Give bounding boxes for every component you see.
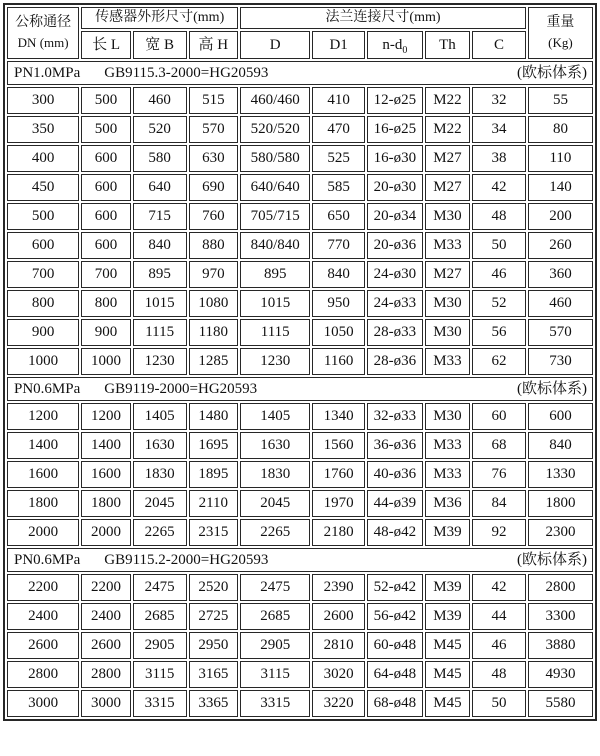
cell-d1: 1760 xyxy=(312,461,365,488)
cell-width-b: 2685 xyxy=(133,603,187,630)
cell-d1: 585 xyxy=(312,174,365,201)
cell-d: 840/840 xyxy=(240,232,310,259)
cell-dn: 300 xyxy=(7,87,79,114)
cell-th: M33 xyxy=(425,348,470,375)
cell-weight: 570 xyxy=(528,319,593,346)
cell-height-h: 1695 xyxy=(189,432,239,459)
cell-width-b: 1230 xyxy=(133,348,187,375)
table-row xyxy=(7,403,593,430)
section-header xyxy=(7,377,593,401)
table-row xyxy=(7,490,593,517)
cell-c: 48 xyxy=(472,203,526,230)
cell-d1: 2810 xyxy=(312,632,365,659)
cell-d: 2265 xyxy=(240,519,310,546)
cell-width-b: 3315 xyxy=(133,690,187,717)
cell-d: 2475 xyxy=(240,574,310,601)
header-row-columns xyxy=(7,31,593,59)
cell-weight: 600 xyxy=(528,403,593,430)
cell-th: M33 xyxy=(425,232,470,259)
cell-dn: 1200 xyxy=(7,403,79,430)
cell-th: M39 xyxy=(425,574,470,601)
cell-length-l: 600 xyxy=(81,203,131,230)
cell-width-b: 520 xyxy=(133,116,187,143)
cell-weight: 2300 xyxy=(528,519,593,546)
cell-n-d0: 36-ø36 xyxy=(367,432,423,459)
section-note: (欧标体系) xyxy=(517,380,587,397)
cell-n-d0: 24-ø30 xyxy=(367,261,423,288)
cell-n-d0: 44-ø39 xyxy=(367,490,423,517)
cell-n-d0: 20-ø36 xyxy=(367,232,423,259)
cell-length-l: 2200 xyxy=(81,574,131,601)
cell-d1: 1560 xyxy=(312,432,365,459)
cell-c: 46 xyxy=(472,261,526,288)
header-col-c: C xyxy=(472,31,526,59)
cell-c: 76 xyxy=(472,461,526,488)
cell-width-b: 2475 xyxy=(133,574,187,601)
section-note: (欧标体系) xyxy=(517,64,587,81)
cell-d1: 410 xyxy=(312,87,365,114)
table-row xyxy=(7,432,593,459)
cell-th: M30 xyxy=(425,403,470,430)
cell-width-b: 840 xyxy=(133,232,187,259)
cell-th: M45 xyxy=(425,690,470,717)
table-row xyxy=(7,519,593,546)
cell-dn: 1400 xyxy=(7,432,79,459)
section-row xyxy=(7,377,593,401)
header-n-d0-subscript: 0 xyxy=(402,44,408,56)
table-row xyxy=(7,174,593,201)
cell-d: 640/640 xyxy=(240,174,310,201)
cell-width-b: 1630 xyxy=(133,432,187,459)
cell-d1: 470 xyxy=(312,116,365,143)
spec-table xyxy=(3,3,597,721)
cell-d1: 1340 xyxy=(312,403,365,430)
cell-th: M33 xyxy=(425,432,470,459)
cell-dn: 400 xyxy=(7,145,79,172)
section-standard: GB9115.2-2000=HG20593 xyxy=(104,551,269,568)
cell-dn: 3000 xyxy=(7,690,79,717)
cell-th: M39 xyxy=(425,519,470,546)
cell-length-l: 500 xyxy=(81,116,131,143)
cell-d1: 770 xyxy=(312,232,365,259)
header-dn-line2: DN (mm) xyxy=(17,35,69,51)
cell-n-d0: 40-ø36 xyxy=(367,461,423,488)
cell-width-b: 1405 xyxy=(133,403,187,430)
cell-c: 50 xyxy=(472,690,526,717)
cell-c: 52 xyxy=(472,290,526,317)
table-row xyxy=(7,203,593,230)
table-row xyxy=(7,319,593,346)
table-row xyxy=(7,632,593,659)
cell-weight: 1330 xyxy=(528,461,593,488)
cell-width-b: 580 xyxy=(133,145,187,172)
cell-weight: 55 xyxy=(528,87,593,114)
header-col-height: 高 H xyxy=(189,31,239,59)
cell-width-b: 2045 xyxy=(133,490,187,517)
header-sensor-group: 传感器外形尺寸(mm) xyxy=(81,7,238,29)
cell-weight: 110 xyxy=(528,145,593,172)
cell-n-d0: 32-ø33 xyxy=(367,403,423,430)
cell-width-b: 2265 xyxy=(133,519,187,546)
cell-d: 460/460 xyxy=(240,87,310,114)
cell-length-l: 2000 xyxy=(81,519,131,546)
cell-th: M45 xyxy=(425,632,470,659)
cell-width-b: 895 xyxy=(133,261,187,288)
table-row xyxy=(7,290,593,317)
cell-d1: 2390 xyxy=(312,574,365,601)
cell-width-b: 2905 xyxy=(133,632,187,659)
cell-n-d0: 68-ø48 xyxy=(367,690,423,717)
header-col-d: D xyxy=(240,31,310,59)
cell-height-h: 880 xyxy=(189,232,239,259)
table-row xyxy=(7,87,593,114)
cell-n-d0: 28-ø36 xyxy=(367,348,423,375)
cell-d: 1230 xyxy=(240,348,310,375)
cell-c: 56 xyxy=(472,319,526,346)
header-col-length: 长 L xyxy=(81,31,131,59)
cell-width-b: 460 xyxy=(133,87,187,114)
cell-d: 1630 xyxy=(240,432,310,459)
cell-width-b: 640 xyxy=(133,174,187,201)
cell-n-d0: 28-ø33 xyxy=(367,319,423,346)
cell-height-h: 1180 xyxy=(189,319,239,346)
cell-length-l: 500 xyxy=(81,87,131,114)
table-row xyxy=(7,116,593,143)
cell-th: M30 xyxy=(425,203,470,230)
header-weight-line1: 重量 xyxy=(546,15,575,31)
cell-dn: 600 xyxy=(7,232,79,259)
cell-width-b: 1115 xyxy=(133,319,187,346)
cell-th: M22 xyxy=(425,116,470,143)
cell-dn: 500 xyxy=(7,203,79,230)
table-row xyxy=(7,348,593,375)
cell-height-h: 630 xyxy=(189,145,239,172)
cell-length-l: 1600 xyxy=(81,461,131,488)
table-row xyxy=(7,603,593,630)
cell-c: 60 xyxy=(472,403,526,430)
cell-d1: 2600 xyxy=(312,603,365,630)
cell-d: 3315 xyxy=(240,690,310,717)
cell-c: 68 xyxy=(472,432,526,459)
cell-n-d0: 56-ø42 xyxy=(367,603,423,630)
cell-d: 895 xyxy=(240,261,310,288)
cell-d1: 1050 xyxy=(312,319,365,346)
section-standard: GB9119-2000=HG20593 xyxy=(104,380,258,397)
cell-c: 84 xyxy=(472,490,526,517)
cell-length-l: 600 xyxy=(81,145,131,172)
cell-length-l: 600 xyxy=(81,174,131,201)
cell-weight: 4930 xyxy=(528,661,593,688)
cell-dn: 350 xyxy=(7,116,79,143)
cell-n-d0: 16-ø30 xyxy=(367,145,423,172)
cell-d1: 840 xyxy=(312,261,365,288)
section-pressure: PN0.6MPa xyxy=(14,380,81,397)
cell-weight: 1800 xyxy=(528,490,593,517)
cell-dn: 1800 xyxy=(7,490,79,517)
cell-weight: 730 xyxy=(528,348,593,375)
section-header xyxy=(7,548,593,572)
cell-dn: 2200 xyxy=(7,574,79,601)
cell-d1: 950 xyxy=(312,290,365,317)
cell-weight: 840 xyxy=(528,432,593,459)
cell-th: M30 xyxy=(425,319,470,346)
cell-weight: 3880 xyxy=(528,632,593,659)
cell-height-h: 515 xyxy=(189,87,239,114)
section-pressure: PN0.6MPa xyxy=(14,551,81,568)
header-flange-group: 法兰连接尺寸(mm) xyxy=(240,7,526,29)
section-header xyxy=(7,61,593,85)
cell-n-d0: 24-ø33 xyxy=(367,290,423,317)
cell-d1: 1970 xyxy=(312,490,365,517)
cell-length-l: 2600 xyxy=(81,632,131,659)
cell-c: 62 xyxy=(472,348,526,375)
cell-length-l: 800 xyxy=(81,290,131,317)
cell-d: 2905 xyxy=(240,632,310,659)
cell-d: 3115 xyxy=(240,661,310,688)
cell-th: M33 xyxy=(425,461,470,488)
cell-length-l: 600 xyxy=(81,232,131,259)
cell-c: 32 xyxy=(472,87,526,114)
cell-length-l: 1800 xyxy=(81,490,131,517)
cell-d: 1830 xyxy=(240,461,310,488)
header-dn xyxy=(7,7,79,59)
cell-d: 705/715 xyxy=(240,203,310,230)
cell-d1: 525 xyxy=(312,145,365,172)
cell-c: 46 xyxy=(472,632,526,659)
header-col-d1: D1 xyxy=(312,31,365,59)
cell-n-d0: 20-ø30 xyxy=(367,174,423,201)
cell-height-h: 3365 xyxy=(189,690,239,717)
cell-width-b: 1830 xyxy=(133,461,187,488)
cell-height-h: 2725 xyxy=(189,603,239,630)
cell-c: 50 xyxy=(472,232,526,259)
cell-d1: 1160 xyxy=(312,348,365,375)
cell-n-d0: 20-ø34 xyxy=(367,203,423,230)
cell-c: 34 xyxy=(472,116,526,143)
cell-height-h: 1285 xyxy=(189,348,239,375)
cell-th: M30 xyxy=(425,290,470,317)
cell-d1: 3220 xyxy=(312,690,365,717)
cell-height-h: 1480 xyxy=(189,403,239,430)
cell-c: 92 xyxy=(472,519,526,546)
cell-n-d0: 12-ø25 xyxy=(367,87,423,114)
cell-height-h: 570 xyxy=(189,116,239,143)
cell-th: M22 xyxy=(425,87,470,114)
cell-dn: 2000 xyxy=(7,519,79,546)
header-n-d0-base: n-d xyxy=(382,36,403,53)
cell-d: 580/580 xyxy=(240,145,310,172)
cell-d: 1115 xyxy=(240,319,310,346)
cell-length-l: 1400 xyxy=(81,432,131,459)
section-standard: GB9115.3-2000=HG20593 xyxy=(104,64,269,81)
table-row xyxy=(7,145,593,172)
cell-c: 48 xyxy=(472,661,526,688)
cell-d: 520/520 xyxy=(240,116,310,143)
cell-weight: 2800 xyxy=(528,574,593,601)
cell-th: M39 xyxy=(425,603,470,630)
cell-length-l: 2800 xyxy=(81,661,131,688)
cell-dn: 450 xyxy=(7,174,79,201)
section-pressure: PN1.0MPa xyxy=(14,64,81,81)
header-row-groups xyxy=(7,7,593,29)
cell-dn: 900 xyxy=(7,319,79,346)
cell-n-d0: 52-ø42 xyxy=(367,574,423,601)
header-weight-line2: (Kg) xyxy=(548,35,573,51)
cell-c: 42 xyxy=(472,174,526,201)
cell-width-b: 3115 xyxy=(133,661,187,688)
cell-dn: 700 xyxy=(7,261,79,288)
cell-height-h: 2110 xyxy=(189,490,239,517)
cell-length-l: 700 xyxy=(81,261,131,288)
spec-sheet xyxy=(1,0,599,724)
cell-d: 2045 xyxy=(240,490,310,517)
table-row xyxy=(7,661,593,688)
section-note: (欧标体系) xyxy=(517,551,587,568)
cell-n-d0: 16-ø25 xyxy=(367,116,423,143)
table-row xyxy=(7,461,593,488)
cell-th: M27 xyxy=(425,261,470,288)
table-row xyxy=(7,232,593,259)
cell-length-l: 2400 xyxy=(81,603,131,630)
cell-height-h: 1895 xyxy=(189,461,239,488)
cell-n-d0: 48-ø42 xyxy=(367,519,423,546)
cell-length-l: 1200 xyxy=(81,403,131,430)
section-row xyxy=(7,61,593,85)
table-row xyxy=(7,690,593,717)
cell-dn: 2600 xyxy=(7,632,79,659)
cell-weight: 80 xyxy=(528,116,593,143)
table-row xyxy=(7,261,593,288)
cell-weight: 5580 xyxy=(528,690,593,717)
cell-d1: 650 xyxy=(312,203,365,230)
cell-dn: 2400 xyxy=(7,603,79,630)
cell-height-h: 1080 xyxy=(189,290,239,317)
cell-height-h: 760 xyxy=(189,203,239,230)
cell-dn: 1000 xyxy=(7,348,79,375)
header-col-n-d0 xyxy=(367,31,423,59)
cell-width-b: 715 xyxy=(133,203,187,230)
cell-length-l: 3000 xyxy=(81,690,131,717)
cell-dn: 2800 xyxy=(7,661,79,688)
cell-d: 2685 xyxy=(240,603,310,630)
cell-d: 1015 xyxy=(240,290,310,317)
cell-weight: 260 xyxy=(528,232,593,259)
cell-weight: 460 xyxy=(528,290,593,317)
table-row xyxy=(7,574,593,601)
cell-length-l: 1000 xyxy=(81,348,131,375)
cell-d1: 2180 xyxy=(312,519,365,546)
header-col-width: 宽 B xyxy=(133,31,187,59)
cell-th: M45 xyxy=(425,661,470,688)
header-dn-line1: 公称通径 xyxy=(15,15,72,31)
header-weight xyxy=(528,7,593,59)
spec-table-body xyxy=(7,61,593,717)
cell-height-h: 970 xyxy=(189,261,239,288)
cell-weight: 360 xyxy=(528,261,593,288)
cell-d: 1405 xyxy=(240,403,310,430)
cell-th: M27 xyxy=(425,145,470,172)
cell-c: 44 xyxy=(472,603,526,630)
header-col-th: Th xyxy=(425,31,470,59)
cell-weight: 3300 xyxy=(528,603,593,630)
cell-height-h: 2950 xyxy=(189,632,239,659)
cell-weight: 140 xyxy=(528,174,593,201)
cell-th: M36 xyxy=(425,490,470,517)
cell-height-h: 2520 xyxy=(189,574,239,601)
section-row xyxy=(7,548,593,572)
cell-dn: 800 xyxy=(7,290,79,317)
cell-th: M27 xyxy=(425,174,470,201)
cell-height-h: 2315 xyxy=(189,519,239,546)
cell-weight: 200 xyxy=(528,203,593,230)
cell-dn: 1600 xyxy=(7,461,79,488)
cell-c: 42 xyxy=(472,574,526,601)
cell-d1: 3020 xyxy=(312,661,365,688)
cell-c: 38 xyxy=(472,145,526,172)
cell-height-h: 3165 xyxy=(189,661,239,688)
cell-n-d0: 60-ø48 xyxy=(367,632,423,659)
cell-n-d0: 64-ø48 xyxy=(367,661,423,688)
cell-width-b: 1015 xyxy=(133,290,187,317)
cell-length-l: 900 xyxy=(81,319,131,346)
spec-table-head xyxy=(7,7,593,59)
cell-height-h: 690 xyxy=(189,174,239,201)
